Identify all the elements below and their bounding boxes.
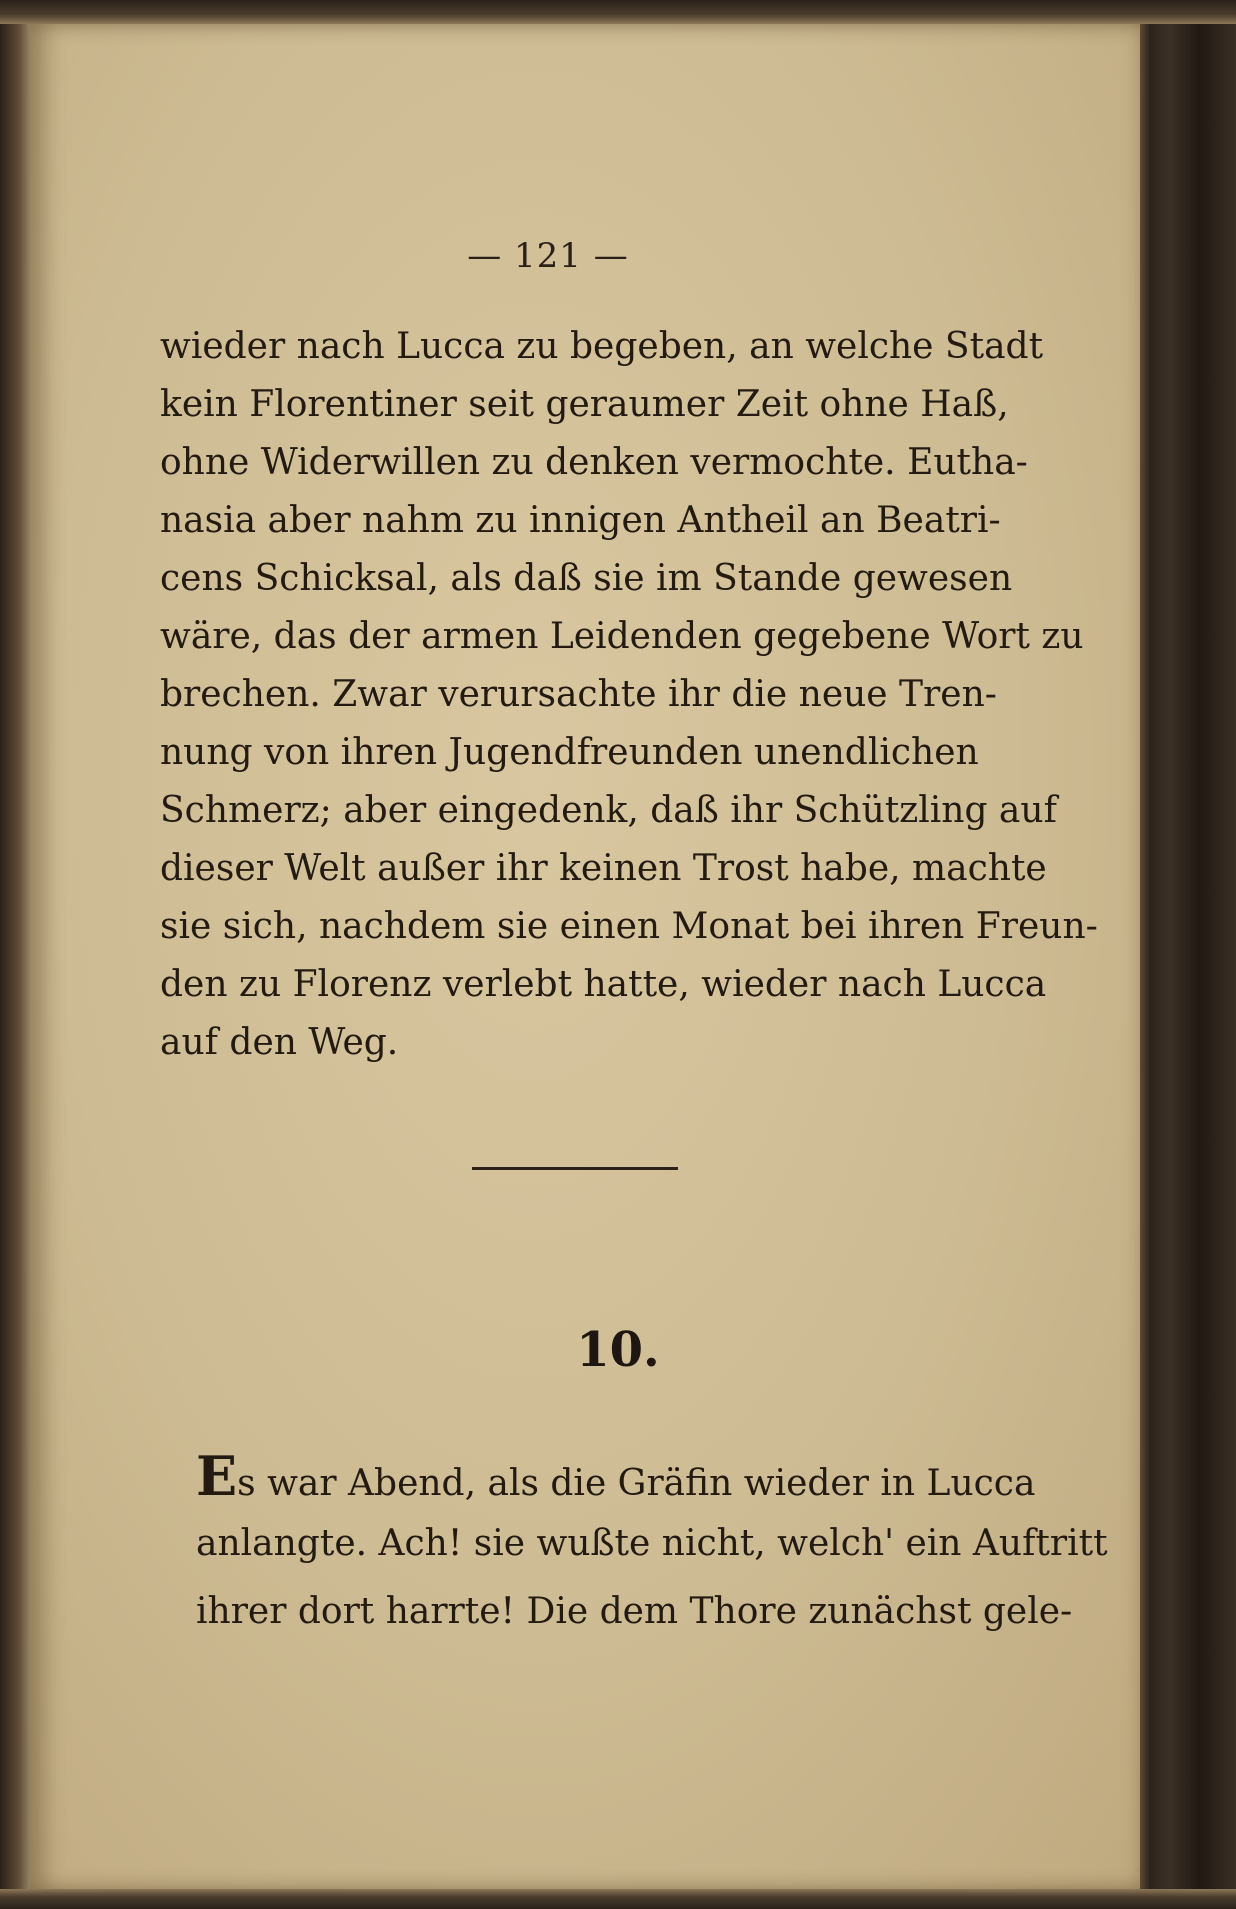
text-line: kein Florentiner seit geraumer Zeit ohne Haß, bbox=[160, 384, 1009, 425]
text-line-rest: s war Abend, als die Gräfin wieder in Lucca bbox=[237, 1463, 1036, 1504]
text-line-first bbox=[196, 1442, 1036, 1510]
text-line: dieser Welt außer ihr keinen Trost habe, machte bbox=[160, 848, 1047, 889]
text-line: Schmerz; aber eingedenk, daß ihr Schützling auf bbox=[160, 790, 1057, 831]
left-page-edge bbox=[0, 0, 34, 1909]
text-line: ihrer dort harrte! Die dem Thore zunächst gele- bbox=[196, 1591, 1073, 1632]
paragraph-1 bbox=[160, 318, 1098, 1072]
book-cover-right bbox=[1140, 0, 1236, 1909]
page-number: — 121 — bbox=[467, 236, 629, 276]
book-cover-bottom bbox=[0, 1889, 1236, 1909]
chapter-heading: 10. bbox=[576, 1322, 660, 1378]
text-line: auf den Weg. bbox=[160, 1022, 399, 1063]
text-line: den zu Florenz verlebt hatte, wieder nach Lucca bbox=[160, 964, 1047, 1005]
text-line: sie sich, nachdem sie einen Monat bei ihren Freun- bbox=[160, 906, 1098, 947]
drop-initial: E bbox=[196, 1444, 238, 1508]
paragraph-2 bbox=[196, 1442, 1108, 1646]
section-divider bbox=[472, 1167, 678, 1170]
book-cover-top bbox=[0, 0, 1236, 24]
text-line: cens Schicksal, als daß sie im Stande gewesen bbox=[160, 558, 1013, 599]
text-line: nung von ihren Jugendfreunden unendlichen bbox=[160, 732, 979, 773]
text-line: ohne Widerwillen zu denken vermochte. Eutha- bbox=[160, 442, 1028, 483]
text-line: wieder nach Lucca zu begeben, an welche Stadt bbox=[160, 326, 1044, 367]
text-line: wäre, das der armen Leidenden gegebene Wort zu bbox=[160, 616, 1084, 657]
text-line: anlangte. Ach! sie wußte nicht, welch' ein Auftritt bbox=[196, 1523, 1108, 1564]
text-line: brechen. Zwar verursachte ihr die neue Tren- bbox=[160, 674, 997, 715]
text-line: nasia aber nahm zu innigen Antheil an Beatri- bbox=[160, 500, 1001, 541]
